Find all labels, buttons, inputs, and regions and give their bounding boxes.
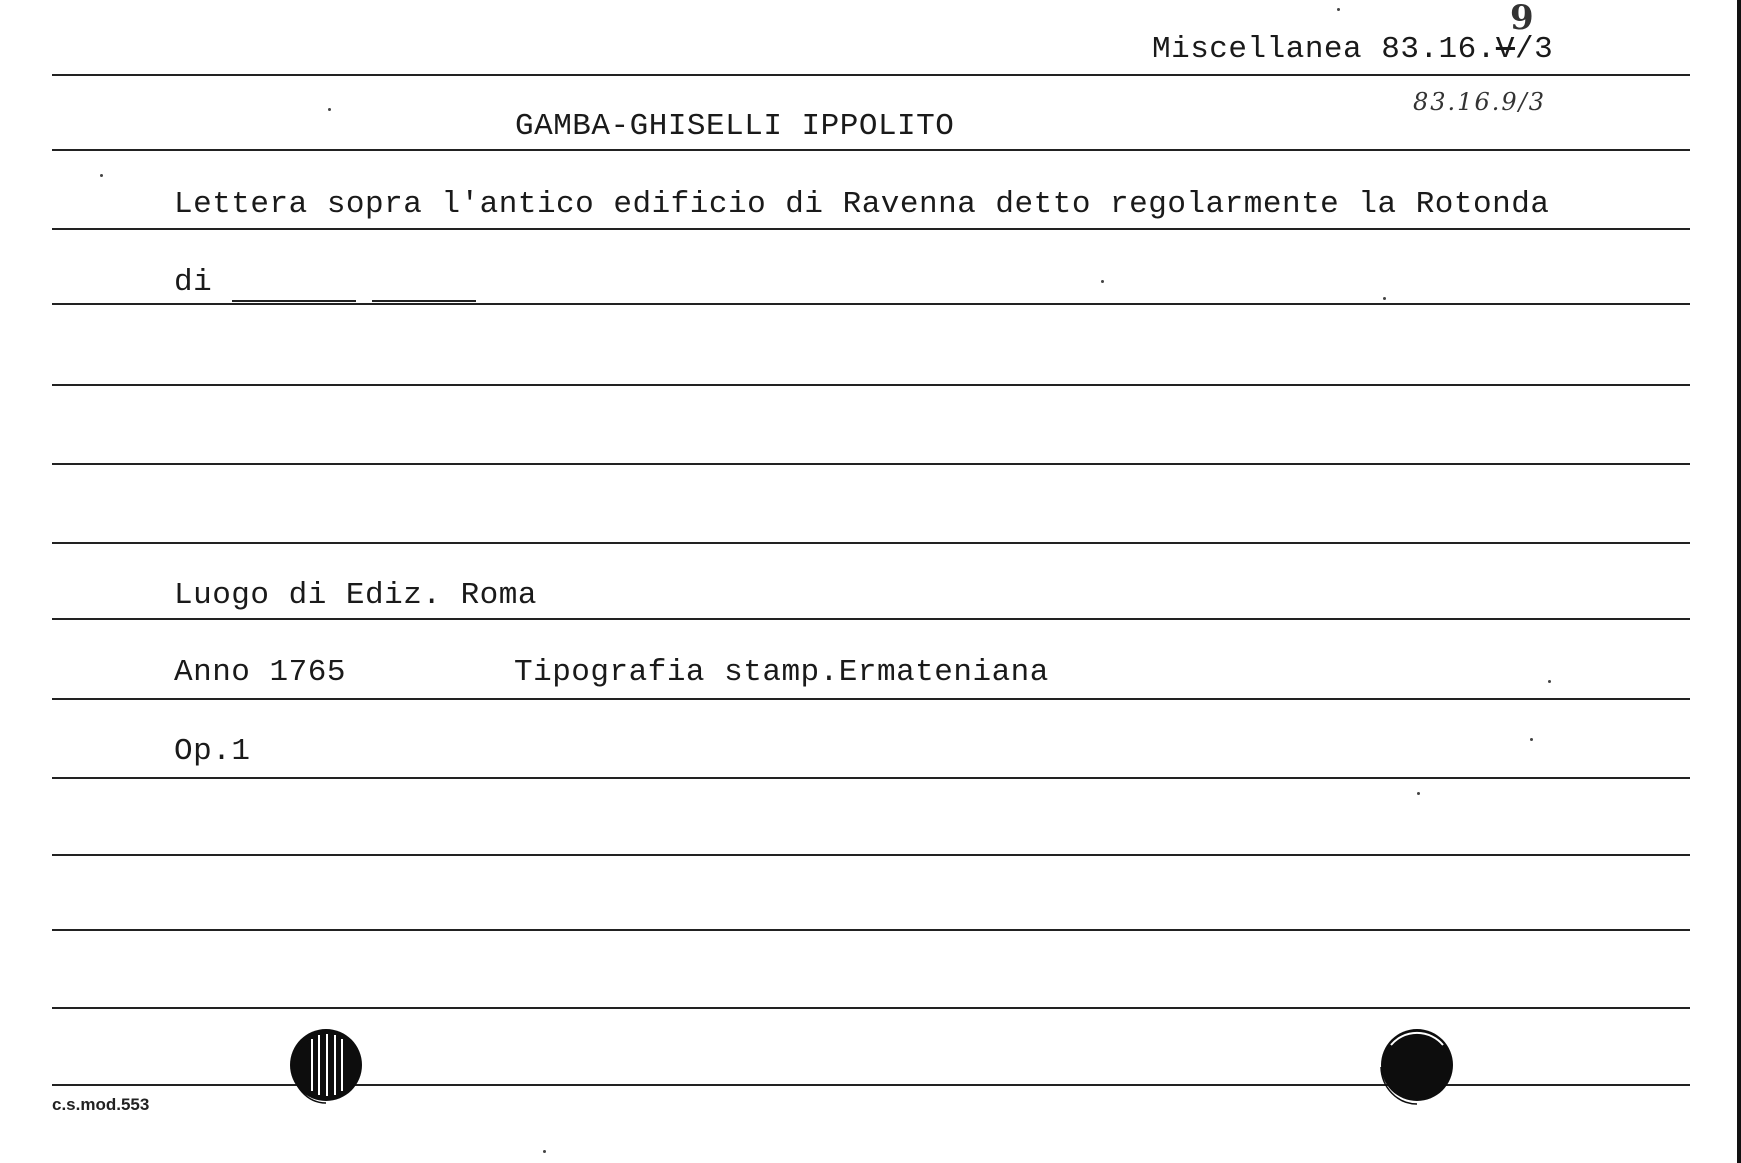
shelfmark-struck: V (1495, 32, 1515, 67)
title-line: Lettera sopra l'antico edificio di Ravenna detto regolarmente la Rotonda (174, 187, 1550, 222)
year-value: 1765 (269, 655, 346, 690)
year-field (174, 657, 346, 688)
dust-speck (1383, 297, 1386, 300)
dust-speck (1101, 280, 1104, 283)
year-label: Anno (174, 655, 251, 690)
card-rule (52, 228, 1690, 230)
printer-label: Tipografia (514, 655, 706, 690)
shelfmark (1152, 34, 1553, 65)
card-rule (52, 463, 1690, 465)
card-rule (52, 542, 1690, 544)
card-rule (52, 854, 1690, 856)
by-label: di (174, 265, 213, 300)
card-rule (52, 929, 1690, 931)
card-rule (52, 74, 1690, 76)
op-value: 1 (231, 734, 251, 769)
punch-hole-right (1377, 1025, 1457, 1105)
author-heading: GAMBA-GHISELLI IPPOLITO (515, 109, 955, 144)
punch-hole-left (286, 1025, 366, 1105)
printer-field (514, 657, 1049, 688)
card-rule (52, 777, 1690, 779)
dust-speck (328, 108, 331, 111)
card-rule (52, 1007, 1690, 1009)
card-rule (52, 303, 1690, 305)
dust-speck (1530, 738, 1533, 741)
handwritten-shelfmark: 83.16.9/3 (1413, 88, 1546, 116)
printer-value: stamp.Ermateniana (724, 655, 1049, 690)
dust-speck (1548, 680, 1551, 683)
op-field (174, 736, 250, 767)
dust-speck (543, 1150, 546, 1153)
form-code: c.s.mod.553 (52, 1095, 150, 1114)
place-label: Luogo di Ediz. (174, 578, 442, 613)
place-of-edition (174, 580, 537, 611)
blank-field (232, 300, 356, 302)
dust-speck (1417, 792, 1420, 795)
op-label: Op. (174, 734, 232, 769)
card-rule (52, 618, 1690, 620)
card-rule (52, 149, 1690, 151)
dust-speck (100, 174, 103, 177)
card-rule (52, 698, 1690, 700)
shelfmark-tail: /3 (1514, 32, 1554, 67)
place-value: Roma (460, 578, 537, 613)
card-edge (1737, 0, 1741, 1163)
shelfmark-prefix: Miscellanea 83.16. (1152, 32, 1496, 67)
dust-speck (1337, 8, 1340, 11)
blank-field (372, 300, 476, 302)
shelfmark-correction: 9 (1510, 0, 1536, 38)
card-rule (52, 384, 1690, 386)
